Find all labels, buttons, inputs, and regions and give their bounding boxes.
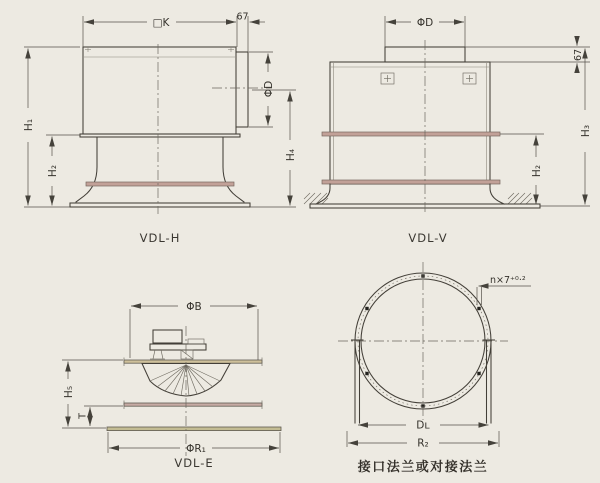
flange-band-lower bbox=[322, 180, 500, 184]
dim-label-phi-r1: ΦR₁ bbox=[186, 443, 206, 455]
dim-label-t: T bbox=[77, 413, 89, 419]
dim-label-k: □K bbox=[152, 17, 170, 29]
middle-plate bbox=[124, 403, 262, 406]
base-plate bbox=[107, 427, 281, 431]
dim-label-h2: H₂ bbox=[531, 164, 543, 178]
dim-label-phi-d: ΦD bbox=[416, 17, 434, 29]
caption-flange: 接口法兰或对接法兰 bbox=[357, 460, 489, 475]
dim-label-h3: H₃ bbox=[580, 124, 592, 138]
caption-vdl-v: VDL-V bbox=[408, 231, 448, 245]
dim-label-bolt-holes: n×7⁺⁰·² bbox=[490, 275, 526, 286]
dim-label-r2: R₂ bbox=[417, 437, 429, 450]
dim-label-h2: H₂ bbox=[47, 164, 59, 178]
dim-label-h4: H₄ bbox=[285, 148, 297, 162]
dim-label-phi-b: ΦB bbox=[186, 301, 202, 313]
flange-band bbox=[86, 182, 234, 186]
dim-label-h5: H₅ bbox=[63, 385, 75, 399]
caption-vdl-e: VDL-E bbox=[174, 456, 214, 470]
dim-label-h1: H₁ bbox=[23, 118, 35, 132]
top-plate bbox=[124, 360, 262, 363]
dim-label-67: 67 bbox=[573, 48, 584, 62]
dim-label-67: 67 bbox=[236, 11, 249, 23]
dim-label-phi-d: ΦD bbox=[263, 80, 275, 98]
caption-vdl-h: VDL-H bbox=[139, 231, 181, 245]
dim-label-dl: Dʟ bbox=[416, 419, 430, 432]
flange-band-upper bbox=[322, 132, 500, 136]
